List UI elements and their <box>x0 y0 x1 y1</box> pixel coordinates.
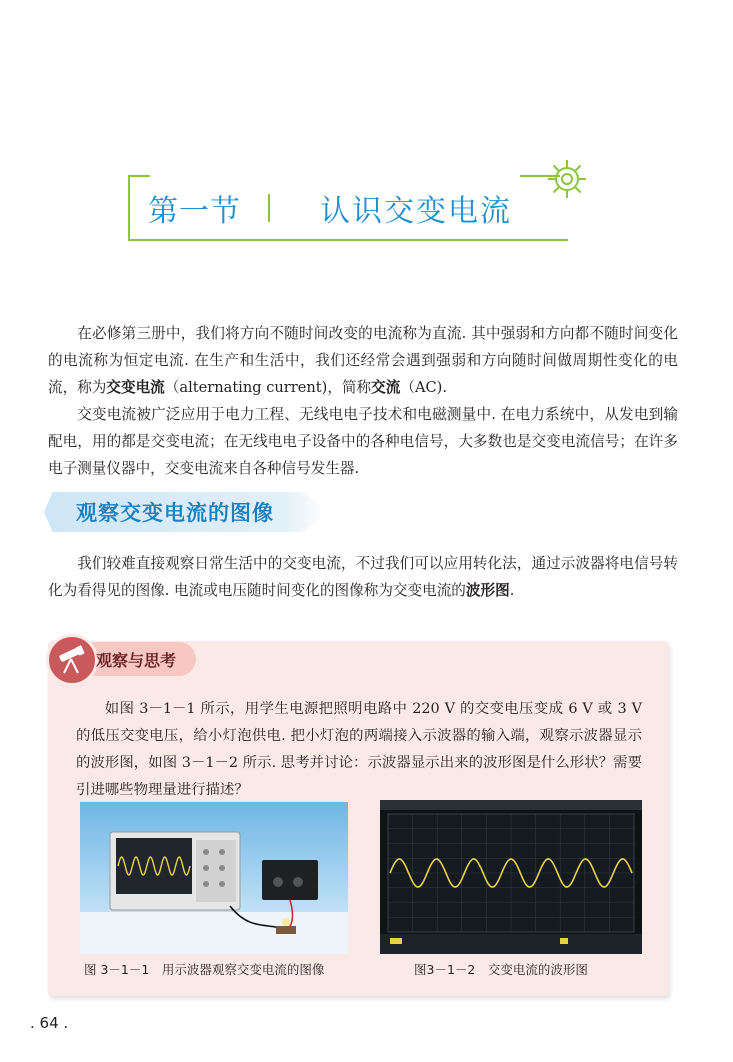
telescope-icon <box>46 634 98 686</box>
telescope-icon-glyph <box>49 637 95 683</box>
intro-paragraph-2: 交变电流被广泛应用于电力工程、无线电电子技术和电磁测量中. 在电力系统中，从发电到输配电，用的都是交变电流；在无线电电子设备中的各种电信号，大多数也是交变电流信号；在许多电子测量仪器中，交变电流来自各种信号发生器. <box>48 406 678 477</box>
paragraph-text: 我们较难直接观察日常生活中的交变电流，不过我们可以应用转化法，通过示波器将电信号转化为看得见的图像. 电流或电压随时间变化的图像称为交变电流的 <box>48 555 678 599</box>
observe-think-label: 观察与思考 <box>96 651 177 670</box>
section-title: 认识交变电流 <box>320 194 512 229</box>
observe-intro-paragraph <box>48 550 678 604</box>
section-number: 第一节 <box>148 194 241 229</box>
observe-think-text: 如图 3－1－1 所示，用学生电源把照明电路中 220 V 的交变电压变成 6 V 或 3 V的低压交变电压，给小灯泡供电. 把小灯泡的两端接入示波器的输入端，观察示波器显示的波形图，如图 3－1－2 所示. 思考并讨论：示波器显示出来的波形图是什么形状？需要引进哪些物理量进行描述？ <box>76 701 642 798</box>
term-alternating-current: 交变电流 <box>106 379 165 396</box>
oscilloscope-setup-photo <box>80 802 348 954</box>
paragraph-text: . <box>509 582 515 599</box>
oscilloscope-screen-sine-wave <box>380 800 642 954</box>
gear-icon <box>542 154 592 204</box>
paragraph-text: 在必修第三册中，我们将方向不随时间改变的电流称为直流. 其中强弱和方向都不随时间变化的电流称为恒定电流. 在生产和生活中，我们还经常会遇到强弱和方向随时间做周期性变化的电流，称为 <box>48 325 678 396</box>
paragraph-text: （alternating current)，简称 <box>164 379 372 396</box>
section-frame-line <box>128 175 150 177</box>
intro-paragraph-1 <box>48 320 678 401</box>
section-divider <box>268 194 270 222</box>
term-waveform: 波形图 <box>465 582 510 599</box>
figure-2-caption: 图3－1－2 交变电流的波形图 <box>414 962 588 977</box>
page-number: . 64 . <box>30 1014 69 1032</box>
term-ac: 交流 <box>371 379 401 396</box>
paragraph-text: （AC). <box>400 379 447 396</box>
subheading: 观察交变电流的图像 <box>76 501 274 525</box>
figure-1-caption: 图 3－1－1 用示波器观察交变电流的图像 <box>84 962 325 977</box>
